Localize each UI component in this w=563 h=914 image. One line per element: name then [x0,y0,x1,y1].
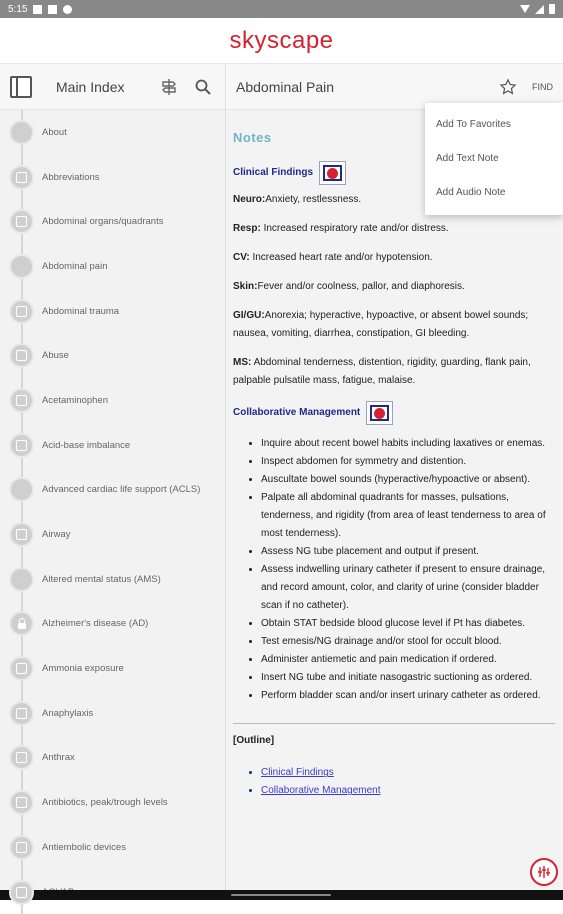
outline-item [261,782,555,800]
overflow-menu [425,103,563,215]
index-item-label: Acid-base imbalance [42,439,131,451]
section-toggle-icon[interactable] [319,161,346,185]
finding-label: MS: [233,357,252,369]
index-item-label: Abbreviations [42,171,100,183]
index-item-label: Anthrax [42,752,75,764]
menu-item-add-to-favorites[interactable]: Add To Favorites [436,118,511,130]
index-item[interactable] [0,780,225,825]
equalizer-icon [536,864,552,880]
outline-link[interactable]: Collaborative Management [261,785,381,797]
index-item-label: Abuse [42,350,69,362]
management-item: • Obtain STAT bedside blood glucose level if Pt has diabetes. [261,615,555,633]
collaborative-management-header [233,401,555,425]
finding-text: Anorexia; hyperactive, hypoactive, or absent bowel sounds; nausea, vomiting, diarrhea, constipation, GI bleeding. [233,310,529,340]
signal-icon [535,5,544,14]
index-item-label: Airway [42,529,71,541]
index-item-label: Antibiotics, peak/trough levels [42,797,168,809]
index-item[interactable] [0,110,225,155]
index-item[interactable] [0,244,225,289]
topic-title: Abdominal Pain [236,78,335,95]
index-item[interactable] [0,289,225,334]
finding-text: Abdominal tenderness, distention, rigidity, guarding, flank pain, palpable pulsatile mass, fatigue, malaise. [233,357,531,387]
image-topic-icon [9,522,34,547]
audio-tool-button[interactable] [530,858,558,886]
image-topic-icon [9,299,34,324]
search-icon[interactable] [191,75,215,99]
battery-icon [549,4,555,14]
management-item: • Administer antiemetic and pain medication if ordered. [261,651,555,669]
finding-label: GI/GU: [233,310,265,322]
storage-icon [48,5,57,14]
book-icon[interactable] [10,76,32,98]
index-item[interactable] [0,468,225,513]
index-toolbar [0,64,225,110]
management-item: • Palpate all abdominal quadrants for masses, pulsations, tenderness, and rigidity (from area of least tenderness to area of most tenderness). [261,489,555,543]
topic-icon [9,567,34,592]
collaborative-management-list [261,435,555,705]
finding-paragraph [233,278,555,296]
finding-label: Neuro: [233,194,266,206]
wifi-icon [520,5,530,13]
menu-item-add-audio-note[interactable]: Add Audio Note [436,186,506,198]
collaborative-management-title: Collaborative Management [233,407,361,419]
image-topic-icon [9,835,34,860]
brand-logo: skyscape [229,26,334,54]
finding-label: Skin: [233,281,258,293]
image-topic-icon [9,165,34,190]
index-list [0,110,225,914]
index-item-label: Abdominal pain [42,260,108,272]
management-item: • Auscultate bowel sounds (hyperactive/hypoactive or absent). [261,471,555,489]
find-button[interactable]: FIND [532,81,553,92]
finding-paragraph [233,307,555,343]
finding-text: Increased heart rate and/or hypotension. [249,252,433,264]
image-topic-icon [9,745,34,770]
topic-icon [9,254,34,279]
finding-label: CV: [233,252,250,264]
index-item[interactable] [0,646,225,691]
outline-list [261,764,555,800]
outline-link[interactable]: Clinical Findings [261,767,334,779]
finding-paragraph [233,220,555,238]
index-item[interactable] [0,378,225,423]
management-item: • Assess indwelling urinary catheter if present to ensure drainage, and record amount, color, and clarity of urine (consider bladder scan if no catheter). [261,561,555,615]
outline-label: [Outline] [233,735,275,747]
app-header [0,18,563,64]
management-item: • Inquire about recent bowel habits including laxatives or enemas. [261,435,555,453]
divider [233,723,555,724]
index-item[interactable] [0,691,225,736]
index-item-label: Antiembolic devices [42,841,126,853]
notification-icon [63,5,72,14]
index-item-label: Anaphylaxis [42,707,94,719]
index-item[interactable] [0,736,225,781]
index-item[interactable] [0,602,225,647]
finding-label: Resp: [233,223,261,235]
index-item-label: About [42,126,67,138]
index-item-label: Altered mental status (AMS) [42,573,161,585]
image-topic-icon [9,343,34,368]
topic-icon [9,477,34,502]
index-item[interactable] [0,512,225,557]
image-topic-icon [9,388,34,413]
main-index-pane [0,64,226,890]
system-nav-bar [0,890,563,900]
sim-card-icon [33,5,42,14]
index-item-label: Advanced cardiac life support (ACLS) [42,484,201,496]
clinical-findings-title: Clinical Findings [233,167,314,179]
finding-text: Increased respiratory rate and/or distress. [260,223,449,235]
index-title: Main Index [56,78,125,95]
finding-text: Fever and/or coolness, pallor, and diaphoresis. [257,281,465,293]
topic-icon [9,120,34,145]
index-item[interactable] [0,199,225,244]
image-topic-icon [9,433,34,458]
index-item-label: Acetaminophen [42,394,109,406]
index-item[interactable] [0,557,225,602]
management-item: • Test emesis/NG drainage and/or stool for occult blood. [261,633,555,651]
clinical-findings-list [233,191,555,390]
index-item[interactable] [0,333,225,378]
lock-icon [9,611,34,636]
star-icon[interactable] [496,75,520,99]
index-item-label: Abdominal organs/quadrants [42,216,164,228]
menu-item-add-text-note[interactable]: Add Text Note [436,152,499,164]
index-item[interactable] [0,825,225,870]
index-item-label: Alzheimer's disease (AD) [42,618,149,630]
index-item-label: Ammonia exposure [42,663,124,675]
home-handle[interactable] [231,894,331,896]
section-toggle-icon[interactable] [366,401,393,425]
finding-text: Anxiety, restlessness. [265,194,362,206]
index-item-label: Abdominal trauma [42,305,120,317]
image-topic-icon [9,209,34,234]
image-topic-icon [9,701,34,726]
index-item[interactable] [0,423,225,468]
index-item[interactable] [0,155,225,200]
management-item: • Inspect abdomen for symmetry and distention. [261,453,555,471]
outline-item [261,764,555,782]
status-time: 5:15 [8,3,28,15]
management-item: • Assess NG tube placement and output if present. [261,543,555,561]
finding-paragraph [233,354,555,390]
status-bar [0,0,563,18]
image-topic-icon [9,880,34,905]
signpost-icon[interactable] [157,75,181,99]
finding-paragraph [233,249,555,267]
notes-heading: Notes [233,130,272,145]
image-topic-icon [9,790,34,815]
image-topic-icon [9,656,34,681]
management-item: • Insert NG tube and initiate nasogastric suctioning as ordered. [261,669,555,687]
management-item: • Perform bladder scan and/or insert urinary catheter as ordered. [261,687,555,705]
